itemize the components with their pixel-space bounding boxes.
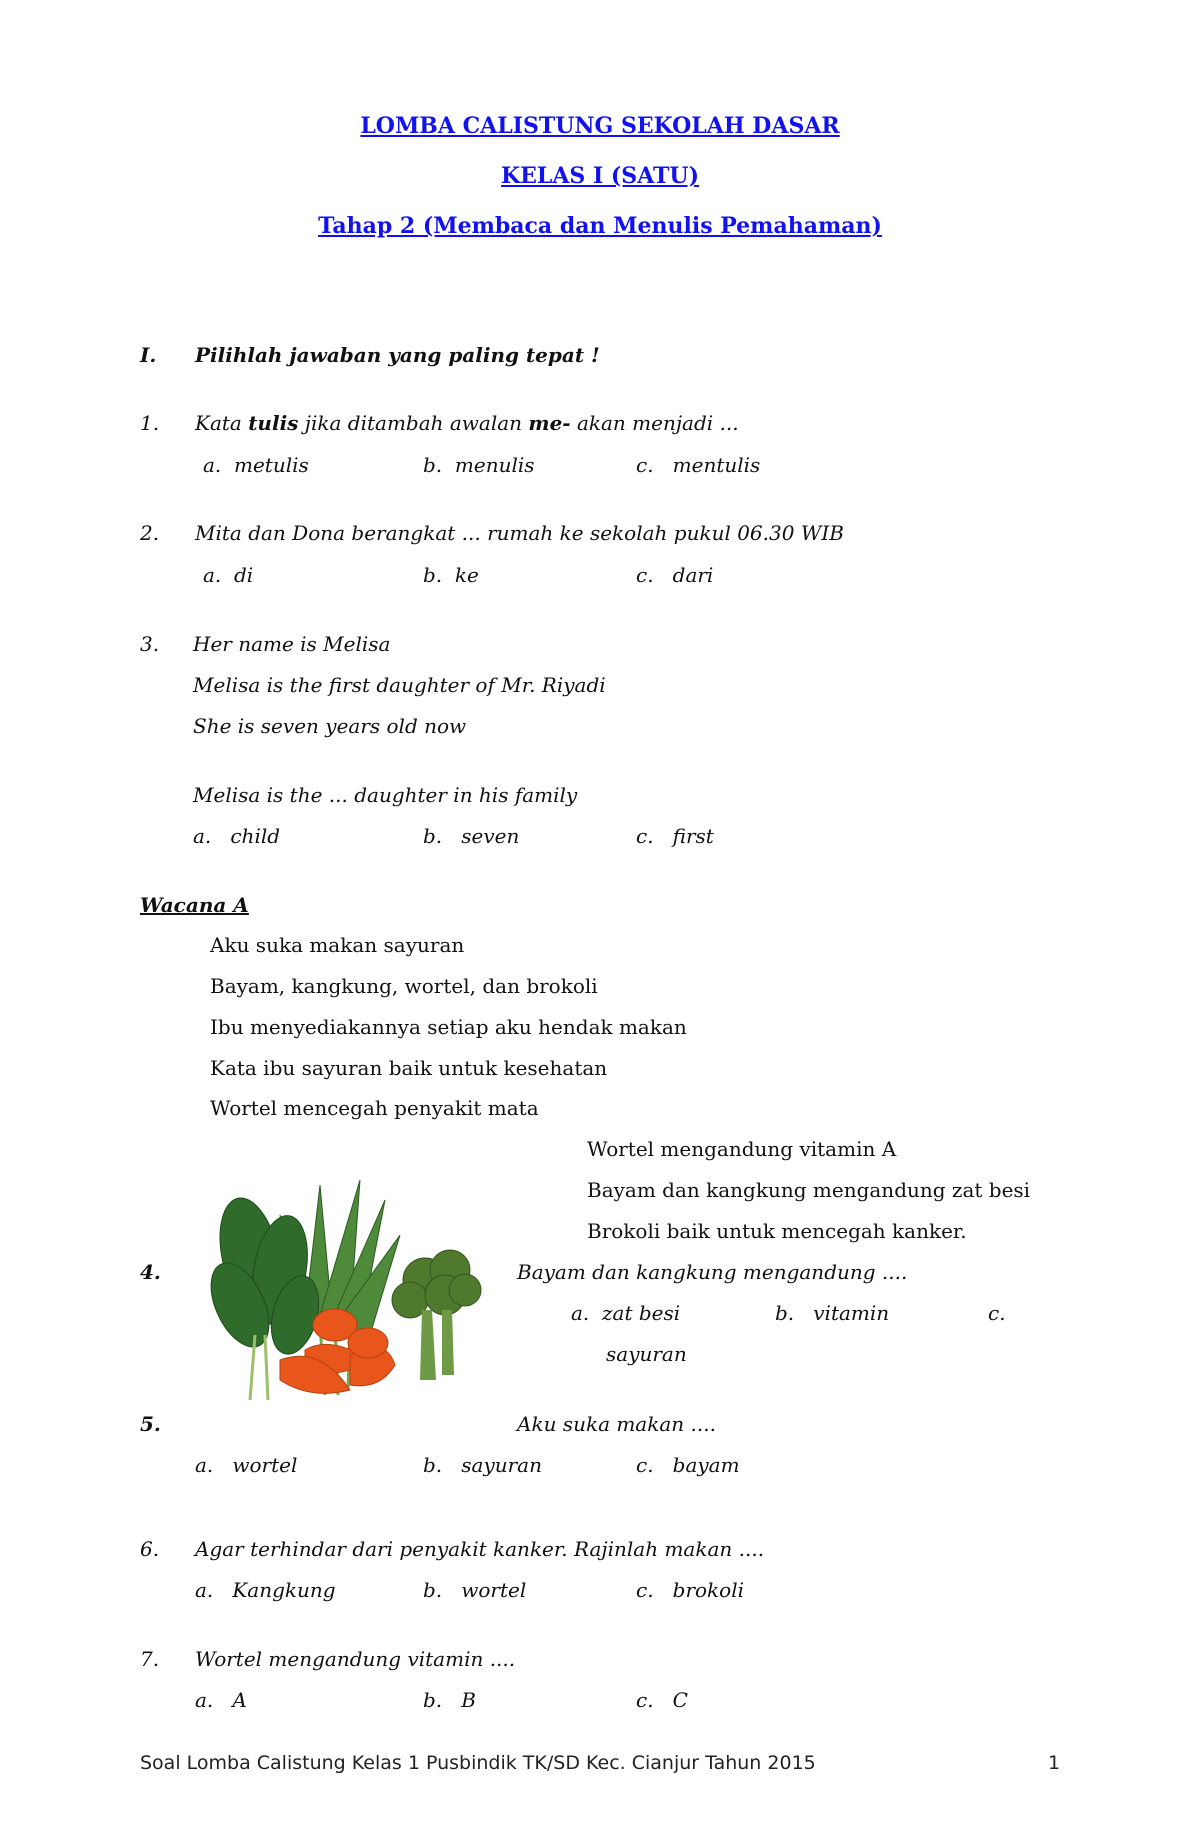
q7-number: 7.	[140, 1647, 160, 1671]
wacana-line-2: Bayam, kangkung, wortel, dan brokoli	[210, 974, 598, 998]
q2-text: Mita dan Dona berangkat ... rumah ke sekolah pukul 06.30 WIB	[195, 521, 844, 545]
q3-number: 3.	[140, 632, 160, 656]
title-line-2: KELAS I (SATU)	[500, 163, 700, 189]
q4-text: Bayam dan kangkung mengandung ....	[517, 1260, 908, 1284]
q7-option-c: c. C	[636, 1688, 688, 1712]
q7-option-a: a. A	[195, 1688, 247, 1712]
q5-option-b: b. sayuran	[423, 1453, 542, 1477]
vegetables-illustration-icon	[210, 1175, 485, 1410]
section-number: I.	[140, 343, 157, 367]
q3-line-3: She is seven years old now	[193, 714, 467, 738]
footer-text: Soal Lomba Calistung Kelas 1 Pusbindik TK/SD Kec. Cianjur Tahun 2015	[140, 1752, 816, 1774]
q3-option-a: a. child	[193, 824, 281, 848]
q1-text: Kata tulis jika ditambah awalan me- akan menjadi ...	[195, 411, 739, 435]
wacana-line-4: Kata ibu sayuran baik untuk kesehatan	[210, 1056, 608, 1080]
q6-number: 6.	[140, 1537, 160, 1561]
q1-option-c: c. mentulis	[636, 453, 761, 477]
q5-number: 5.	[140, 1412, 161, 1436]
q2-number: 2.	[140, 521, 160, 545]
wacana-line-3: Ibu menyediakannya setiap aku hendak makan	[210, 1015, 687, 1039]
q3-question: Melisa is the ... daughter in his family	[193, 783, 578, 807]
q5-option-c: c. bayam	[636, 1453, 740, 1477]
wacana-heading: Wacana A	[140, 893, 249, 917]
q1-option-a: a. metulis	[203, 453, 309, 477]
q5-text: Aku suka makan ....	[517, 1412, 716, 1436]
q6-option-b: b. wortel	[423, 1578, 527, 1602]
wacana-line-8: Brokoli baik untuk mencegah kanker.	[587, 1219, 967, 1243]
q6-option-c: c. brokoli	[636, 1578, 744, 1602]
q2-option-a: a. di	[203, 563, 254, 587]
q3-option-b: b. seven	[423, 824, 520, 848]
q7-option-b: b. B	[423, 1688, 476, 1712]
q4-option-c: sayuran	[606, 1342, 687, 1366]
q4-option-c-letter: c.	[988, 1301, 1006, 1325]
wacana-line-1: Aku suka makan sayuran	[210, 933, 465, 957]
wacana-line-6: Wortel mengandung vitamin A	[587, 1137, 897, 1161]
q3-line-1: Her name is Melisa	[193, 632, 391, 656]
q3-option-c: c. first	[636, 824, 714, 848]
q6-text: Agar terhindar dari penyakit kanker. Rajinlah makan ....	[195, 1537, 765, 1561]
vegetables-image	[210, 1175, 485, 1410]
wacana-line-7: Bayam dan kangkung mengandung zat besi	[587, 1178, 1031, 1202]
q5-option-a: a. wortel	[195, 1453, 298, 1477]
section-instruction: Pilihlah jawaban yang paling tepat !	[195, 343, 600, 367]
title-line-3: Tahap 2 (Membaca dan Menulis Pemahaman)	[318, 213, 882, 239]
page-number: 1	[1048, 1752, 1061, 1774]
q7-text: Wortel mengandung vitamin ....	[195, 1647, 516, 1671]
q3-line-2: Melisa is the first daughter of Mr. Riyadi	[193, 673, 606, 697]
title-line-1: LOMBA CALISTUNG SEKOLAH DASAR	[360, 113, 840, 139]
q2-option-b: b. ke	[423, 563, 479, 587]
q4-option-b: b. vitamin	[775, 1301, 890, 1325]
q1-number: 1.	[140, 411, 160, 435]
q4-number: 4.	[140, 1260, 161, 1284]
q2-option-c: c. dari	[636, 563, 714, 587]
q1-option-b: b. menulis	[423, 453, 535, 477]
wacana-line-5: Wortel mencegah penyakit mata	[210, 1096, 539, 1120]
q4-option-a: a. zat besi	[571, 1301, 681, 1325]
q6-option-a: a. Kangkung	[195, 1578, 336, 1602]
